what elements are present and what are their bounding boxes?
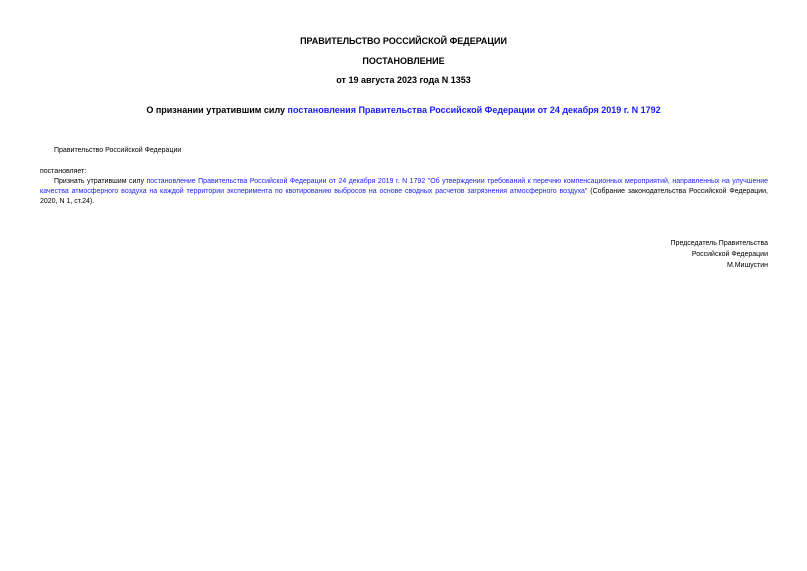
signature-name: М.Мишустин (726, 262, 768, 269)
paragraph-suffix: (Собрание законодательства Российской Федерации, 2020, N 1, ст.24). (40, 188, 768, 205)
subject-link[interactable]: постановления Правительства Российской Федерации от 24 декабря 2019 г. N 1792 (287, 105, 661, 115)
paragraph-link[interactable]: постановление Правительства Российской Федерации от 24 декабря 2019 г. N 1792 "Об утверждении требований к перечню компенсационных мероприятий, направленных на улучшение качества атмосферного воздуха на каждой территории эксперимента по квотированию выбросов на основе сводных расчетов загрязнения атмосферного воздуха" (40, 178, 769, 195)
government-title: ПРАВИТЕЛЬСТВО РОССИЙСКОЙ ФЕДЕРАЦИИ (300, 36, 507, 46)
subject-prefix: О признании утратившим силу (146, 105, 288, 115)
signature-position: Председатель Правительства (670, 240, 768, 247)
document-subject (0, 105, 807, 116)
document-type: ПОСТАНОВЛЕНИЕ (362, 56, 445, 66)
signature-block (671, 238, 768, 271)
signature-organization: Российской Федерации (691, 251, 768, 258)
document-date-number: от 19 августа 2023 года N 1353 (336, 75, 471, 85)
body-paragraph (40, 177, 768, 207)
paragraph-prefix: Признать утратившим силу (54, 178, 147, 185)
decides-text: постановляет: (40, 168, 87, 175)
issuer-text: Правительство Российской Федерации (54, 147, 182, 154)
